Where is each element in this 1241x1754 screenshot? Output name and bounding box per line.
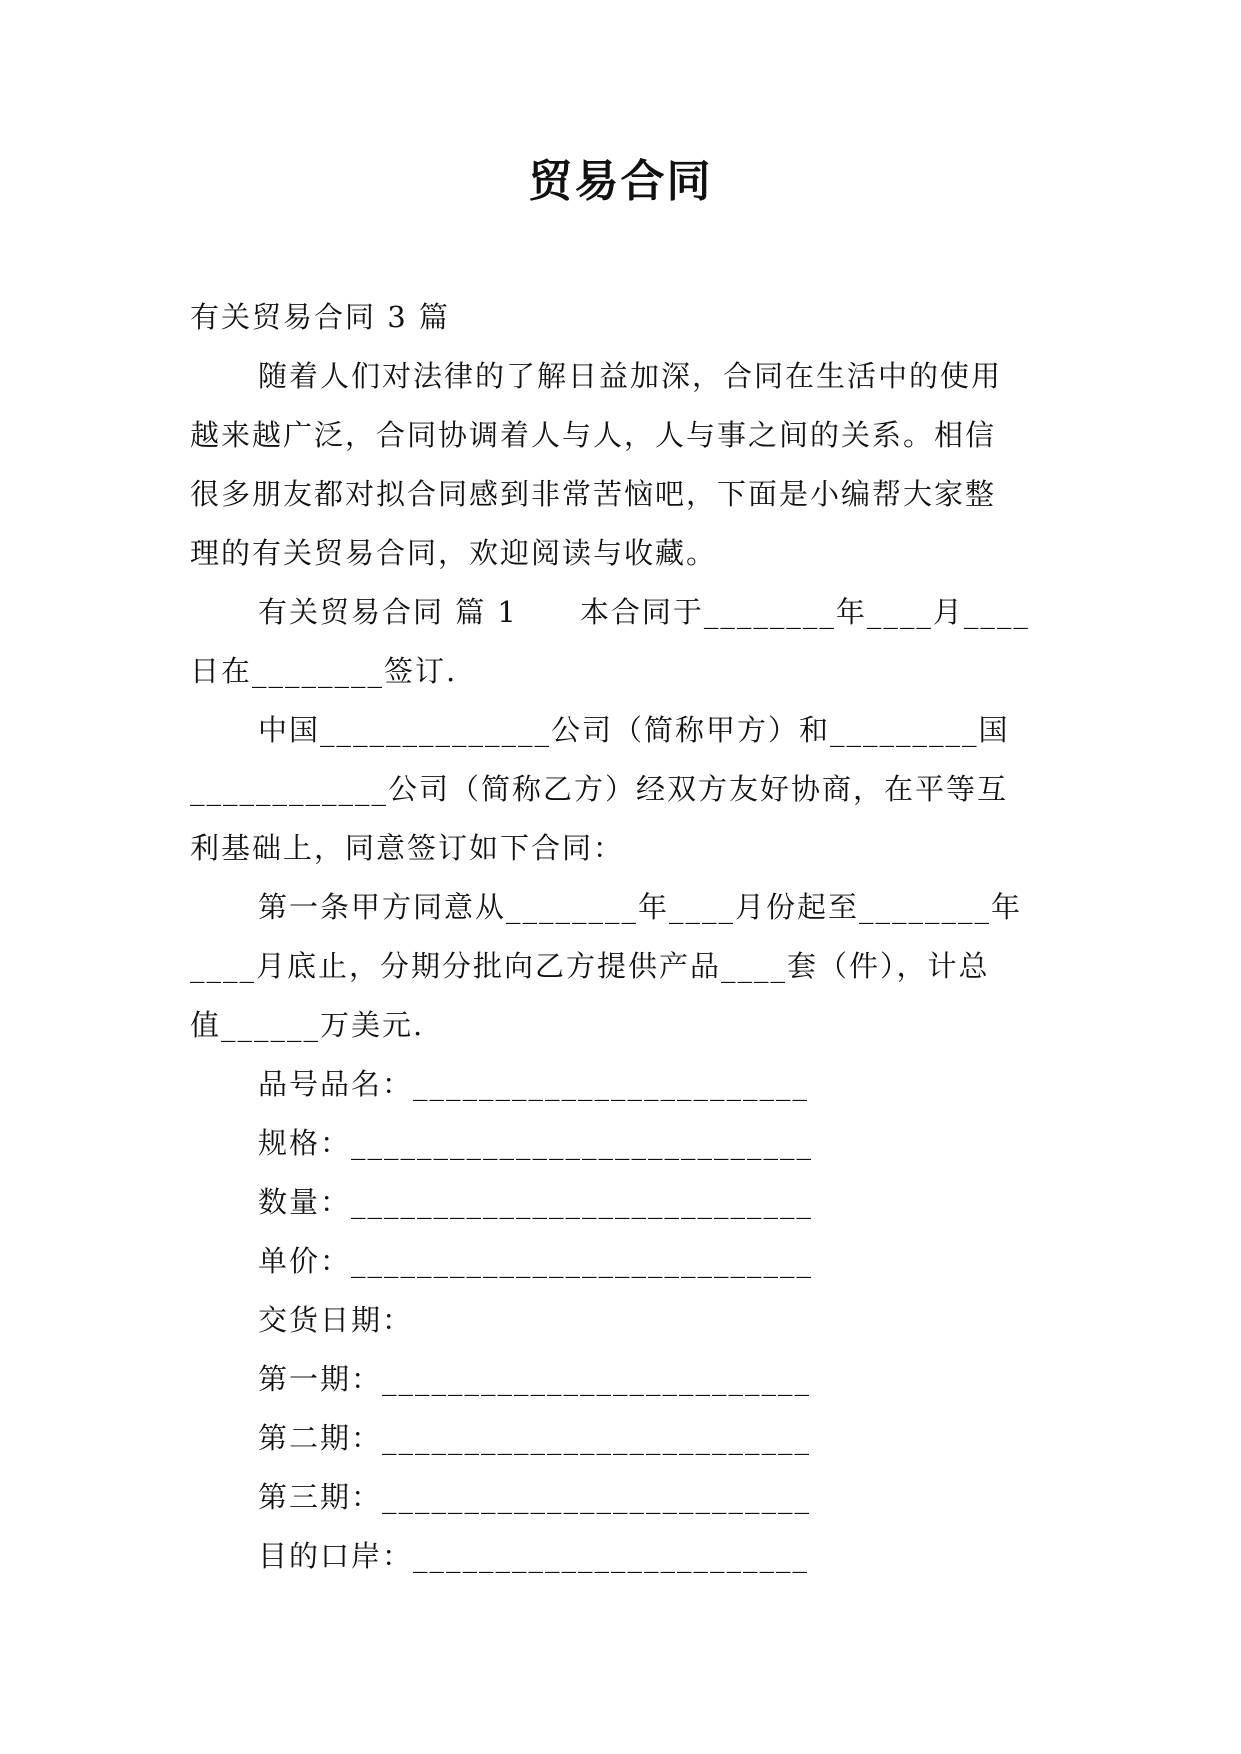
body-line: 品号品名：________________________ xyxy=(258,1067,810,1101)
body-line: 第一条甲方同意从________年____月份起至________年 xyxy=(258,890,1023,924)
body-line: 交货日期： xyxy=(258,1303,414,1337)
body-line: 单价：____________________________ xyxy=(258,1244,814,1278)
body-line: 越来越广泛，合同协调着人与人，人与事之间的关系。相信 xyxy=(190,418,997,452)
body-line: 数量：____________________________ xyxy=(258,1185,814,1219)
body-line: 日在________签订. xyxy=(190,654,458,688)
body-line: 第三期：__________________________ xyxy=(258,1480,812,1514)
body-line: 很多朋友都对拟合同感到非常苦恼吧，下面是小编帮大家整 xyxy=(190,477,997,511)
body-line: 第二期：__________________________ xyxy=(258,1421,812,1455)
body-line: 有关贸易合同 3 篇 xyxy=(190,300,450,334)
document-title: 贸易合同 xyxy=(528,156,713,207)
body-line: 目的口岸：________________________ xyxy=(258,1539,810,1573)
body-line: ____月底止，分期分批向乙方提供产品____套（件），计总 xyxy=(190,949,990,983)
body-line: 理的有关贸易合同，欢迎阅读与收藏。 xyxy=(190,536,718,570)
body-line: ____________公司（简称乙方）经双方友好协商，在平等互 xyxy=(190,772,1009,806)
document-body xyxy=(190,288,1052,1586)
body-line: 中国______________公司（简称甲方）和_________国 xyxy=(258,713,1010,747)
body-line: 值______万美元. xyxy=(190,1008,425,1042)
body-line: 第一期：__________________________ xyxy=(258,1362,812,1396)
body-line: 规格：____________________________ xyxy=(258,1126,814,1160)
body-line: 有关贸易合同 篇 1 本合同于________年____月____ xyxy=(258,595,1030,629)
body-line: 随着人们对法律的了解日益加深，合同在生活中的使用 xyxy=(258,359,1003,393)
body-line: 利基础上，同意签订如下合同： xyxy=(190,831,625,865)
